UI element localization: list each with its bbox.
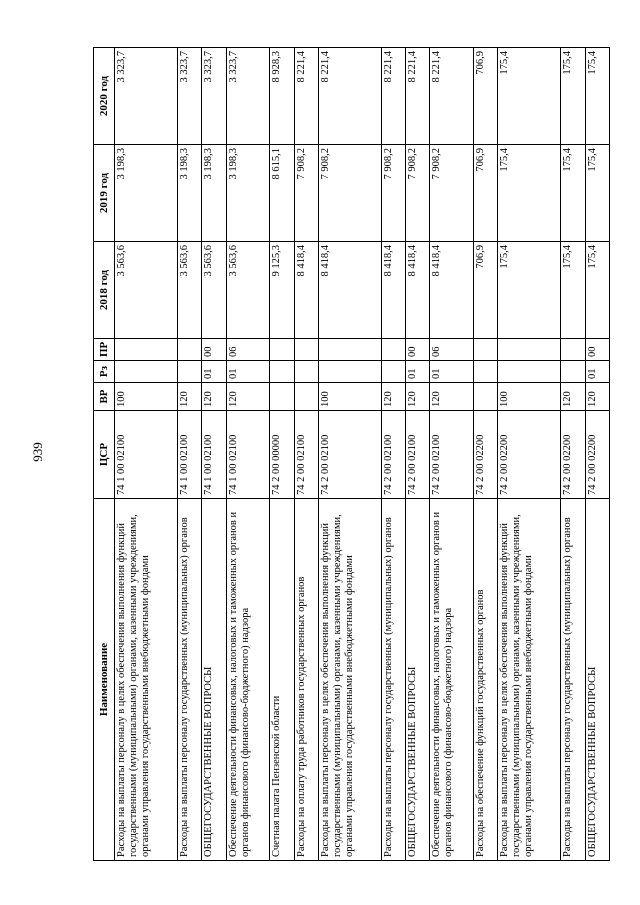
- cell-2020: 8 221,4: [294, 48, 318, 145]
- cell-pr: 00: [406, 339, 430, 361]
- cell-rz: 01: [226, 361, 270, 383]
- cell-csr: 74 2 00 02100: [430, 411, 474, 499]
- cell-name: ОБЩЕГОСУДАРСТВЕННЫЕ ВОПРОСЫ: [202, 499, 226, 861]
- header-vr: ВР: [94, 383, 115, 411]
- cell-pr: [318, 339, 381, 361]
- cell-vr: 120: [178, 383, 202, 411]
- cell-2018: 3 563,6: [202, 242, 226, 339]
- table-row: [406, 48, 430, 861]
- cell-rz: [115, 361, 178, 383]
- cell-pr: [270, 339, 294, 361]
- cell-2018: 3 563,6: [178, 242, 202, 339]
- cell-2018: 8 418,4: [318, 242, 381, 339]
- table-row: [381, 48, 405, 861]
- table-row: [585, 48, 609, 861]
- cell-2019: 3 198,3: [115, 145, 178, 242]
- cell-pr: [498, 339, 561, 361]
- cell-csr: 74 1 00 02100: [202, 411, 226, 499]
- cell-rz: 01: [406, 361, 430, 383]
- table-row: [498, 48, 561, 861]
- table-row: [202, 48, 226, 861]
- cell-2018: 175,4: [585, 242, 609, 339]
- cell-rz: [178, 361, 202, 383]
- cell-vr: 120: [585, 383, 609, 411]
- cell-2019: 8 615,1: [270, 145, 294, 242]
- cell-2019: 175,4: [585, 145, 609, 242]
- cell-name: Расходы на выплаты персоналу в целях обеспечения выполнения функций государственными (муниципальными) органами, казенными учреждениями, органами управления государственными внебюджетными фондами: [115, 499, 178, 861]
- cell-2020: 3 323,7: [202, 48, 226, 145]
- cell-2019: 175,4: [498, 145, 561, 242]
- cell-vr: 120: [406, 383, 430, 411]
- table-row: [561, 48, 585, 861]
- cell-2020: 8 928,3: [270, 48, 294, 145]
- cell-vr: [474, 383, 498, 411]
- table-row: [294, 48, 318, 861]
- cell-2018: 175,4: [498, 242, 561, 339]
- cell-csr: 74 1 00 02100: [115, 411, 178, 499]
- header-2018: 2018 год: [94, 242, 115, 339]
- table-body: [115, 48, 610, 861]
- cell-name: ОБЩЕГОСУДАРСТВЕННЫЕ ВОПРОСЫ: [406, 499, 430, 861]
- header-row: [94, 48, 115, 861]
- budget-table: [93, 47, 610, 861]
- cell-2018: 9 125,3: [270, 242, 294, 339]
- cell-name: Расходы на выплаты персоналу государственных (муниципальных) органов: [178, 499, 202, 861]
- cell-2018: 8 418,4: [430, 242, 474, 339]
- header-2019: 2019 год: [94, 145, 115, 242]
- cell-csr: 74 2 00 00000: [270, 411, 294, 499]
- cell-csr: 74 2 00 02200: [498, 411, 561, 499]
- cell-rz: [474, 361, 498, 383]
- cell-vr: 120: [561, 383, 585, 411]
- table-row: [430, 48, 474, 861]
- cell-2019: 706,9: [474, 145, 498, 242]
- table-header: [94, 48, 115, 861]
- cell-pr: 06: [430, 339, 474, 361]
- cell-2019: 7 908,2: [430, 145, 474, 242]
- header-rz: Рз: [94, 361, 115, 383]
- table-row: [115, 48, 178, 861]
- cell-name: Обеспечение деятельности финансовых, налоговых и таможенных органов и органов финансового (финансово-бюджетного) надзора: [430, 499, 474, 861]
- cell-vr: 120: [430, 383, 474, 411]
- cell-2018: 8 418,4: [406, 242, 430, 339]
- cell-vr: 100: [115, 383, 178, 411]
- table-row: [226, 48, 270, 861]
- cell-pr: [294, 339, 318, 361]
- table-row: [178, 48, 202, 861]
- cell-rz: [294, 361, 318, 383]
- cell-2018: 3 563,6: [115, 242, 178, 339]
- cell-2020: 8 221,4: [318, 48, 381, 145]
- rotated-page-content: [93, 48, 610, 861]
- cell-2019: 7 908,2: [406, 145, 430, 242]
- cell-csr: 74 2 00 02200: [474, 411, 498, 499]
- cell-name: Расходы на обеспечение функций государственных органов: [474, 499, 498, 861]
- cell-rz: [270, 361, 294, 383]
- cell-csr: 74 2 00 02100: [406, 411, 430, 499]
- cell-2020: 3 323,7: [178, 48, 202, 145]
- cell-rz: 01: [202, 361, 226, 383]
- cell-rz: 01: [430, 361, 474, 383]
- cell-2020: 706,9: [474, 48, 498, 145]
- cell-vr: [270, 383, 294, 411]
- cell-pr: [178, 339, 202, 361]
- header-pr: ПР: [94, 339, 115, 361]
- cell-2019: 3 198,3: [226, 145, 270, 242]
- cell-name: Расходы на выплаты персоналу государственных (муниципальных) органов: [561, 499, 585, 861]
- cell-2018: 8 418,4: [294, 242, 318, 339]
- cell-rz: [498, 361, 561, 383]
- cell-pr: 00: [585, 339, 609, 361]
- table-row: [270, 48, 294, 861]
- cell-name: Расходы на выплаты персоналу в целях обеспечения выполнения функций государственными (муниципальными) органами, казенными учреждениями, органами управления государственными внебюджетными фондами: [318, 499, 381, 861]
- cell-2020: 175,4: [498, 48, 561, 145]
- cell-2020: 175,4: [585, 48, 609, 145]
- cell-2020: 8 221,4: [406, 48, 430, 145]
- cell-csr: 74 2 00 02100: [318, 411, 381, 499]
- cell-pr: [561, 339, 585, 361]
- cell-2020: 8 221,4: [381, 48, 405, 145]
- cell-2020: 175,4: [561, 48, 585, 145]
- cell-2020: 3 323,7: [115, 48, 178, 145]
- header-2020: 2020 год: [94, 48, 115, 145]
- cell-vr: 120: [226, 383, 270, 411]
- cell-2020: 8 221,4: [430, 48, 474, 145]
- cell-vr: 100: [498, 383, 561, 411]
- cell-csr: 74 2 00 02100: [294, 411, 318, 499]
- cell-name: Обеспечение деятельности финансовых, налоговых и таможенных органов и органов финансового (финансово-бюджетного) надзора: [226, 499, 270, 861]
- cell-name: ОБЩЕГОСУДАРСТВЕННЫЕ ВОПРОСЫ: [585, 499, 609, 861]
- cell-pr: [115, 339, 178, 361]
- cell-pr: 00: [202, 339, 226, 361]
- cell-csr: 74 1 00 02100: [178, 411, 202, 499]
- cell-rz: [318, 361, 381, 383]
- rotated-table-area: [93, 48, 610, 861]
- cell-rz: 01: [585, 361, 609, 383]
- cell-csr: 74 2 00 02200: [585, 411, 609, 499]
- cell-2019: 175,4: [561, 145, 585, 242]
- page-number: 939: [30, 442, 45, 462]
- cell-vr: 120: [381, 383, 405, 411]
- cell-vr: 100: [318, 383, 381, 411]
- cell-vr: 120: [202, 383, 226, 411]
- cell-csr: 74 2 00 02100: [381, 411, 405, 499]
- cell-name: Расходы на выплаты персоналу в целях обеспечения выполнения функций государственными (муниципальными) органами, казенными учреждениями, органами управления государственными внебюджетными фондами: [498, 499, 561, 861]
- cell-2018: 8 418,4: [381, 242, 405, 339]
- cell-pr: [474, 339, 498, 361]
- cell-2020: 3 323,7: [226, 48, 270, 145]
- header-name: Наименование: [94, 499, 115, 861]
- cell-2019: 7 908,2: [294, 145, 318, 242]
- cell-2019: 3 198,3: [178, 145, 202, 242]
- cell-2018: 175,4: [561, 242, 585, 339]
- cell-vr: [294, 383, 318, 411]
- cell-2019: 3 198,3: [202, 145, 226, 242]
- cell-csr: 74 2 00 02200: [561, 411, 585, 499]
- cell-2018: 706,9: [474, 242, 498, 339]
- cell-name: Счетная палата Пензенской области: [270, 499, 294, 861]
- cell-2018: 3 563,6: [226, 242, 270, 339]
- cell-rz: [561, 361, 585, 383]
- cell-csr: 74 1 00 02100: [226, 411, 270, 499]
- cell-2019: 7 908,2: [381, 145, 405, 242]
- cell-pr: 06: [226, 339, 270, 361]
- cell-pr: [381, 339, 405, 361]
- cell-2019: 7 908,2: [318, 145, 381, 242]
- cell-name: Расходы на оплату труда работников государственных органов: [294, 499, 318, 861]
- header-csr: ЦСР: [94, 411, 115, 499]
- cell-rz: [381, 361, 405, 383]
- cell-name: Расходы на выплаты персоналу государственных (муниципальных) органов: [381, 499, 405, 861]
- table-row: [318, 48, 381, 861]
- table-row: [474, 48, 498, 861]
